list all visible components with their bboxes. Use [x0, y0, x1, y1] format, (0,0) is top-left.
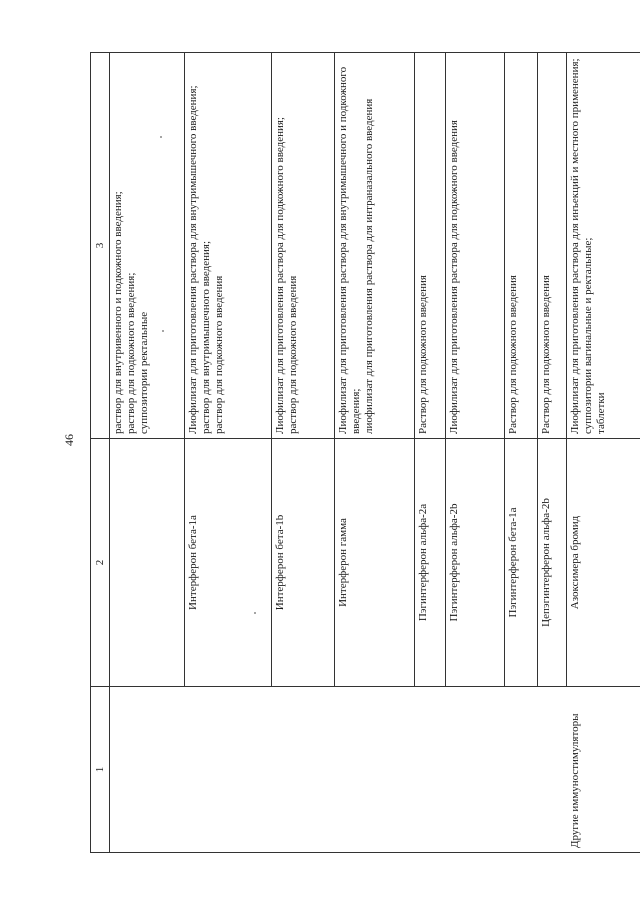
- group-cell: Другие иммуностимуляторы: [567, 687, 640, 853]
- scan-speck: [160, 136, 162, 138]
- drug-name-cell: Интерферон бета-1b: [272, 439, 335, 687]
- group-cell: [538, 687, 567, 853]
- group-cell: [110, 687, 185, 853]
- header-col-3: 3: [91, 53, 110, 439]
- table-row: [505, 53, 538, 853]
- group-cell: [446, 687, 505, 853]
- drug-name-cell: Цепэгинтерферон альфа-2b: [538, 439, 567, 687]
- table-row: [415, 53, 446, 853]
- drug-name-cell: Пэгинтерферон альфа-2a: [415, 439, 446, 687]
- table-row: [538, 53, 567, 853]
- table-row: [110, 53, 185, 853]
- drug-name-cell: Пэгинтерферон бета-1a: [505, 439, 538, 687]
- header-col-2: 2: [91, 439, 110, 687]
- drug-name-cell: [110, 439, 185, 687]
- table-row: [446, 53, 505, 853]
- dosage-forms-cell: Лиофилизат для приготовления раствора для внутримышечного и подкожного введения; лиофилизат для приготовления раствора для интраназального введения: [335, 53, 415, 439]
- drug-name-cell: Интерферон бета-1a: [185, 439, 272, 687]
- table-row: [335, 53, 415, 853]
- drug-name-cell: Пэгинтерферон альфа-2b: [446, 439, 505, 687]
- dosage-forms-cell: Лиофилизат для приготовления раствора для подкожного введения: [446, 53, 505, 439]
- group-cell: [335, 687, 415, 853]
- drug-table: [90, 52, 640, 853]
- header-col-1: 1: [91, 687, 110, 853]
- dosage-forms-cell: Раствор для подкожного введения: [505, 53, 538, 439]
- dosage-forms-cell: Лиофилизат для приготовления раствора для подкожного введения; раствор для подкожного введения: [272, 53, 335, 439]
- drug-name-cell: Азоксимера бромид: [567, 439, 640, 687]
- scan-speck: [254, 612, 256, 614]
- page-number: 46: [62, 434, 76, 446]
- table-row: [272, 53, 335, 853]
- table-row: [567, 53, 640, 853]
- dosage-forms-cell: Раствор для подкожного введения: [538, 53, 567, 439]
- table-row: [185, 53, 272, 853]
- dosage-forms-cell: раствор для внутривенного и подкожного введения; раствор для подкожного введения; суппозитории ректальные: [110, 53, 185, 439]
- drug-table-container: [90, 53, 607, 853]
- group-cell: [415, 687, 446, 853]
- scan-speck: [162, 330, 164, 332]
- group-cell: [272, 687, 335, 853]
- dosage-forms-cell: Лиофилизат для приготовления раствора для инъекций и местного применения; суппозитории вагинальные и ректальные; таблетки: [567, 53, 640, 439]
- drug-name-cell: Интерферон гамма: [335, 439, 415, 687]
- dosage-forms-cell: Раствор для подкожного введения: [415, 53, 446, 439]
- group-cell: [185, 687, 272, 853]
- dosage-forms-cell: Лиофилизат для приготовления раствора для внутримышечного введения; раствор для внутримышечного введения; раствор для подкожного введения: [185, 53, 272, 439]
- group-cell: [505, 687, 538, 853]
- table-header-row: [91, 53, 110, 853]
